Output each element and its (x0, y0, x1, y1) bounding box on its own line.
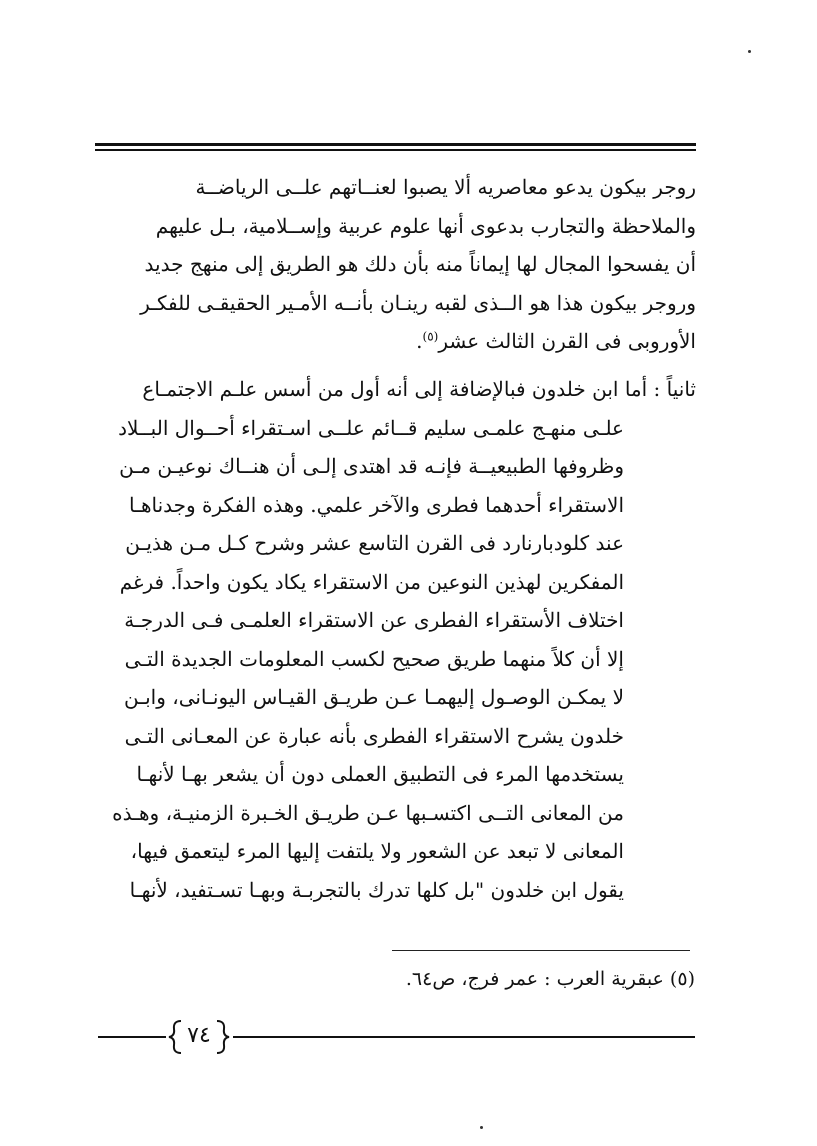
text-line: عند كلودبارنارد فى القرن التاسع عشر وشرح كـل مـن هذيـن (125, 531, 624, 555)
scan-speck (748, 50, 751, 53)
page-number: ٧٤ (187, 1023, 211, 1048)
page-number-ornament (167, 1017, 231, 1057)
text-line: المعانى لا تبعد عن الشعور ولا يلتفت إليها المرء ليتعمق فيها، (130, 839, 624, 863)
header-rule-thin (95, 149, 696, 151)
text-line: يقول ابن خلدون "بل كلها تدرك بالتجربـة وبهـا تسـتفيد، لأنهـا (129, 877, 624, 902)
text-line: إلا أن كلاً منهما طريق صحيح لكسب المعلومات الجديدة التـى (124, 646, 624, 671)
footer-rule-left (98, 1036, 166, 1038)
text-line-content: الأوروبى فى القرن الثالث عشر (438, 329, 696, 353)
text-line: ثانياً : أما ابن خلدون فبالإضافة إلى أنه أول من أسس علـم الاجتمـاع (142, 377, 696, 401)
text-line: الاستقراء أحدهما فطرى والآخر علمي. وهذه الفكرة وجدناهـا (129, 492, 624, 517)
footnote: (٥) عبقرية العرب : عمر فرج، ص٦٤. (405, 968, 695, 990)
text-line: علـى منهـج علمـى سليم قــائم علــى اسـتقراء أحــوال البــلاد (118, 415, 624, 440)
sentence-end-mark: . (416, 329, 423, 353)
text-line: اختلاف الأستقراء الفطرى عن الاستقراء العلمـى فـى الدرجـة (124, 608, 624, 632)
text-line: وظروفها الطبيعيــة فإنـه قد اهتدى إلـى أن هنــاك نوعيـن مـن (119, 454, 624, 478)
text-line: خلدون يشرح الاستقراء الفطرى بأنه عبارة عن المعـانى التـى (124, 723, 624, 748)
text-line: والملاحظة والتجارب بدعوى أنها علوم عربية وإســلامية، بـل عليهم (155, 213, 696, 238)
paragraph-roger-bacon (95, 168, 696, 361)
paragraph-ibn-khaldun (95, 370, 696, 909)
text-line: وروجر بيكون هذا هو الــذى لقبه رينـان بأنــه الأمـير الحقيقـى للفكـر (140, 290, 696, 315)
text-line-last (95, 322, 696, 361)
text-line: المفكرين لهذين النوعين من الاستقراء يكاد يكون واحداً. فرغم (119, 569, 624, 594)
text-line: من المعانى التــى اكتسـبها عـن طريـق الخـبرة الزمنيـة، وهـذه (112, 800, 624, 825)
footer-rule-right (233, 1036, 695, 1038)
scan-speck (480, 1126, 483, 1129)
text-line: روجر بيكون يدعو معاصريه ألا يصبوا لعنــاتهم علــى الرياضــة (195, 175, 696, 199)
header-rule-thick (95, 143, 696, 146)
text-line: يستخدمها المرء فى التطبيق العملى دون أن يشعر بهـا لأنهـا (136, 762, 624, 786)
text-line: لا يمكـن الوصـول إليهمـا عـن طريـق القيـاس اليونـانى، وابـن (124, 685, 624, 709)
footnote-separator (392, 950, 690, 951)
footnote-reference: (٥) (422, 329, 439, 344)
text-line: أن يفسحوا المجال لها إيماناً منه بأن دلك هو الطريق إلى منهج جديد (144, 252, 696, 276)
